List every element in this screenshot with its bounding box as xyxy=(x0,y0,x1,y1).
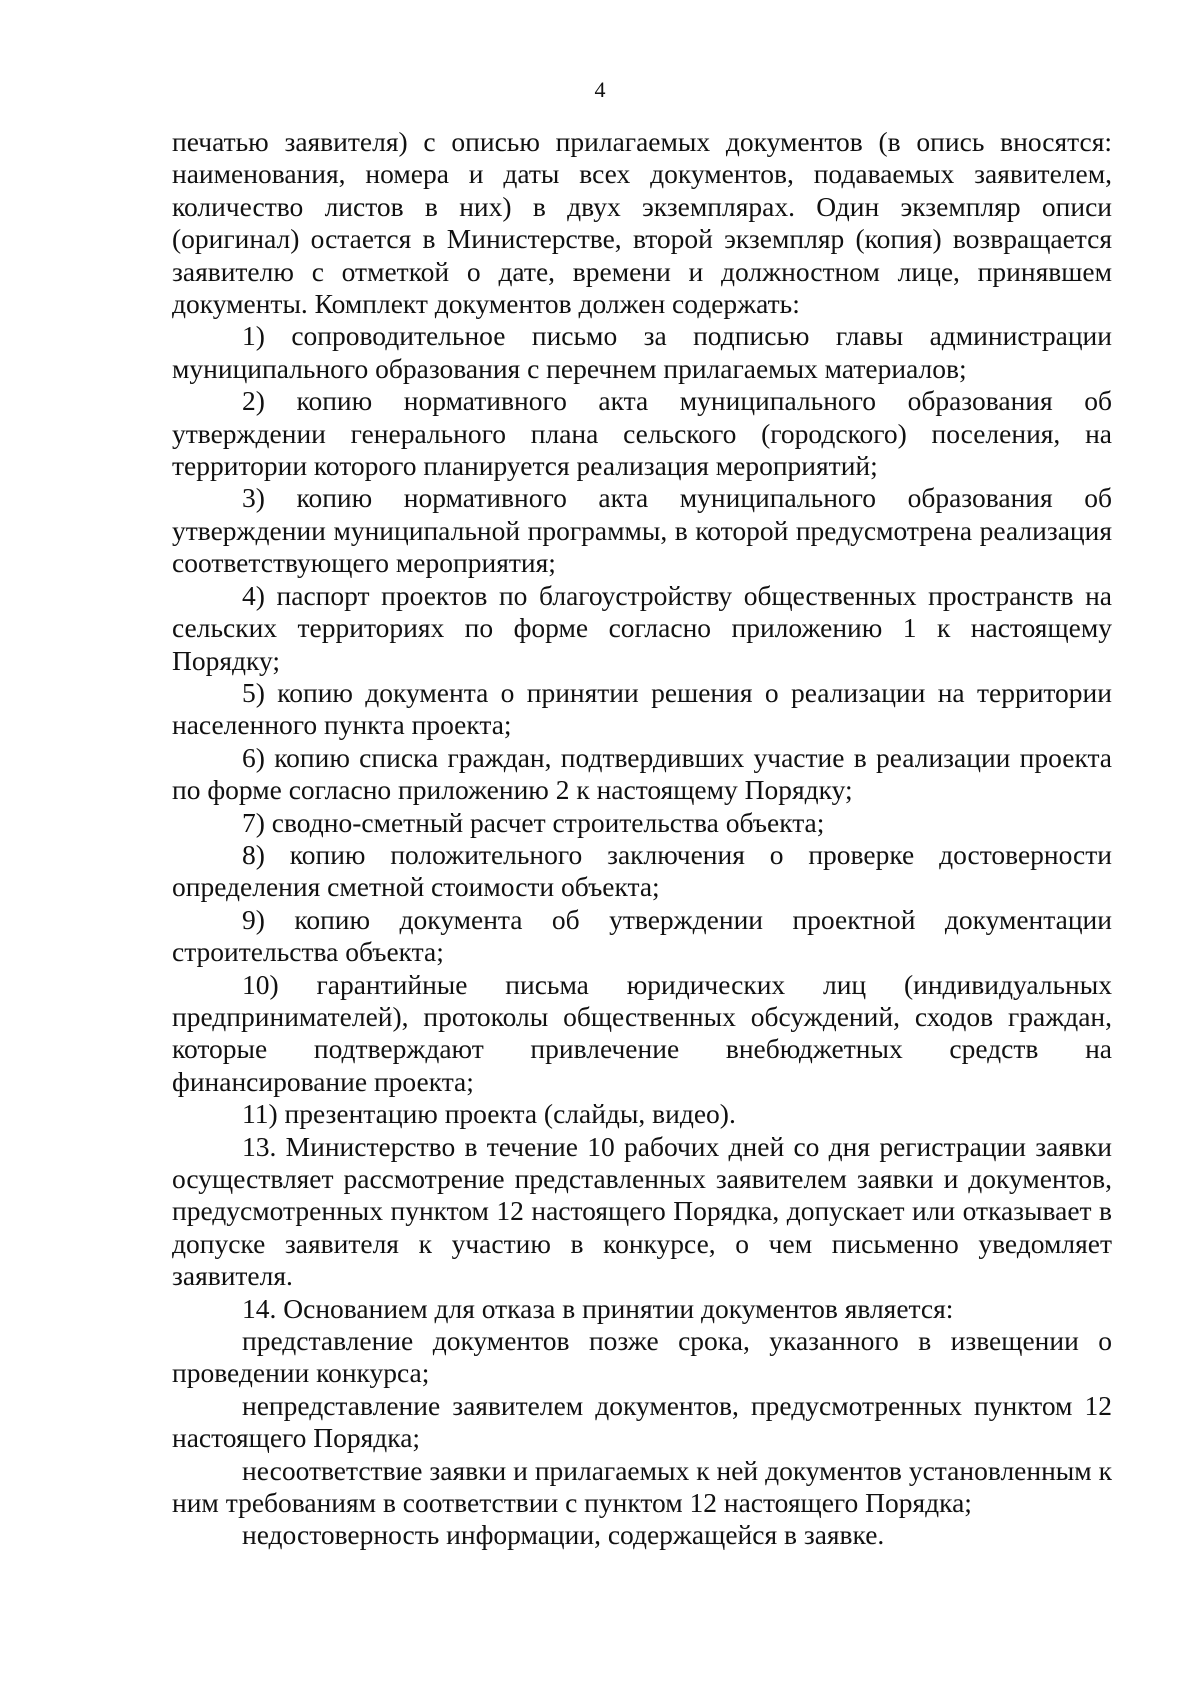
refusal-reason-3: несоответствие заявки и прилагаемых к ней документов установленным к ним требованиям в соответствии с пунктом 12 настоящего Порядка; xyxy=(172,1454,1112,1519)
refusal-reason-1: представление документов позже срока, указанного в извещении о проведении конкурса; xyxy=(172,1325,1112,1389)
page-number: 4 xyxy=(594,77,606,102)
list-item-3: 3) копию нормативного акта муниципального образования об утверждении муниципальной программы, в которой предусмотрена реализация соответствующего мероприятия; xyxy=(172,482,1112,579)
list-item-10: 10) гарантийные письма юридических лиц (индивидуальных предпринимателей), протоколы общественных обсуждений, сходов граждан, которые подтверждают привлечение внебюджетных средств на финансирование проекта; xyxy=(172,968,1112,1097)
list-item-6: 6) копию списка граждан, подтвердивших участие в реализации проекта по форме согласно приложению 2 к настоящему Порядку; xyxy=(172,741,1112,806)
list-item-4: 4) паспорт проектов по благоустройству общественных пространств на сельских территориях по форме согласно приложению 1 к настоящему Порядку; xyxy=(172,579,1112,676)
refusal-reason-4: недостоверность информации, содержащейся в заявке. xyxy=(242,1519,885,1551)
clause-14: 14. Основанием для отказа в принятии документов является: xyxy=(242,1292,954,1324)
list-item-2: 2) копию нормативного акта муниципального образования об утверждении генерального плана сельского (городского) поселения, на территории которого планируется реализация мероприятий; xyxy=(172,385,1112,482)
paragraph-continuation: печатью заявителя) с описью прилагаемых документов (в опись вносятся: наименования, номера и даты всех документов, подаваемых заявителем, количество листов в них) в двух экземплярах. Один экземпляр описи (оригинал) остается в Министерстве, второй экземпляр (копия) возвращается заявителю с отметкой о дате, времени и должностном лице, принявшем документы. Комплект документов должен содержать: xyxy=(172,126,1112,320)
clause-13: 13. Министерство в течение 10 рабочих дней со дня регистрации заявки осуществляет рассмотрение представленных заявителем заявки и документов, предусмотренных пунктом 12 настоящего Порядка, допускает или отказывает в допуске заявителя к участию в конкурсе, о чем письменно уведомляет заявителя. xyxy=(172,1130,1112,1292)
list-item-1: 1) сопроводительное письмо за подписью главы администрации муниципального образования с перечнем прилагаемых материалов; xyxy=(172,320,1112,384)
list-item-5: 5) копию документа о принятии решения о реализации на территории населенного пункта проекта; xyxy=(172,676,1112,741)
refusal-reason-2: непредставление заявителем документов, предусмотренных пунктом 12 настоящего Порядка; xyxy=(172,1389,1112,1454)
list-item-11: 11) презентацию проекта (слайды, видео). xyxy=(242,1098,736,1130)
list-item-9: 9) копию документа об утверждении проектной документации строительства объекта; xyxy=(172,903,1112,968)
document-body xyxy=(172,126,1112,1552)
list-item-8: 8) копию положительного заключения о проверке достоверности определения сметной стоимости объекта; xyxy=(172,838,1112,903)
list-item-7: 7) сводно-сметный расчет строительства объекта; xyxy=(242,806,825,838)
